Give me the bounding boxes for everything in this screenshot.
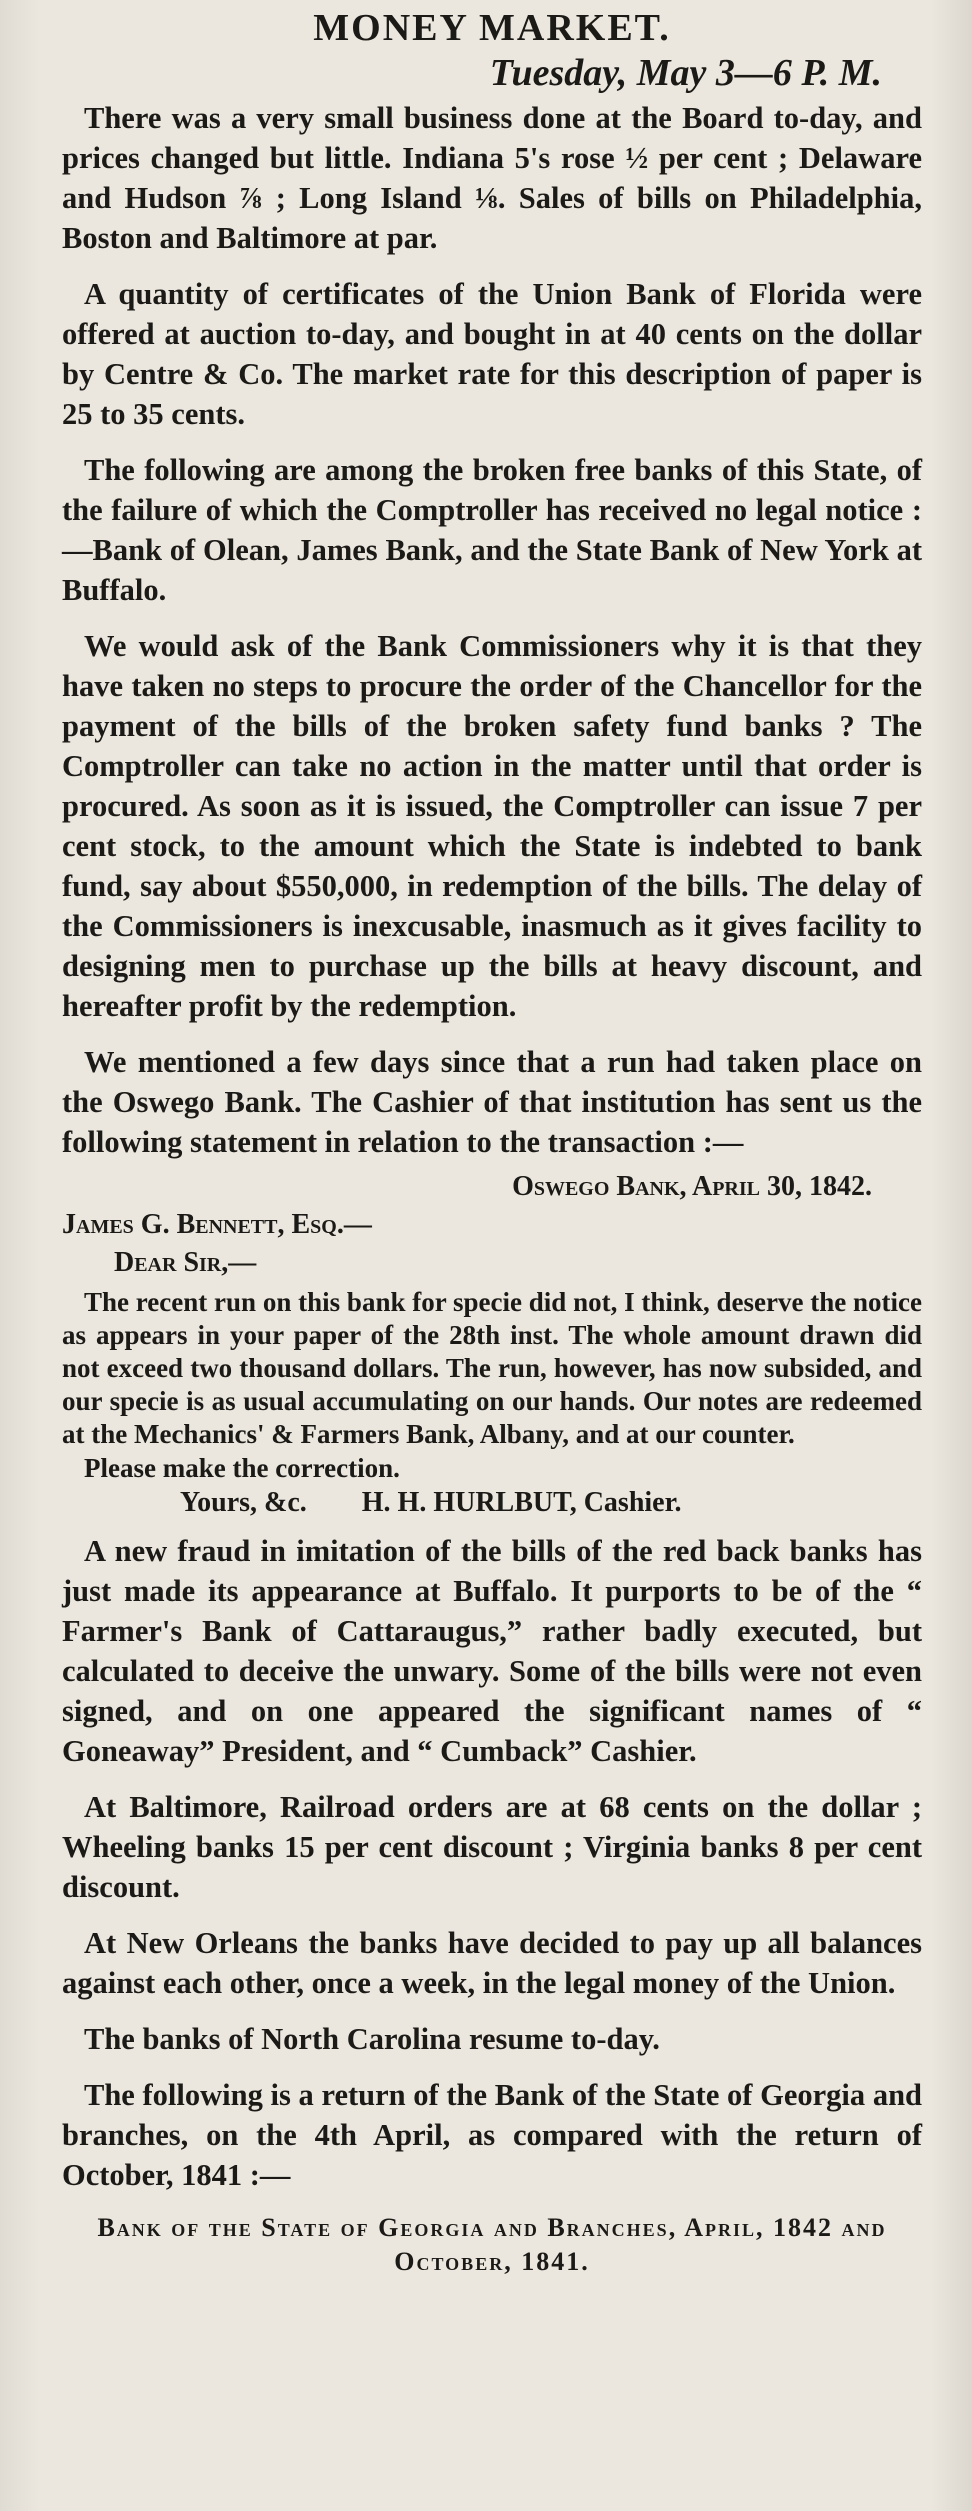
article-headline: MONEY MARKET. — [313, 7, 671, 49]
letter-yours: Yours, &c. — [180, 1487, 307, 1518]
letter-date: Oswego Bank, April 30, 1842. — [512, 1171, 872, 1202]
article-column — [62, 6, 922, 2279]
paragraph-bank-commissioners: We would ask of the Bank Commissioners why it is that they have taken no steps to procure the order of the Chancellor for the payment of the bills of the broken safety fund banks ? The Comptroller can take no action in the matter until that order is procured. As soon as it is issued, the Comptroller can issue 7 per cent stock, to the amount which the State is indebted to bank fund, say about $550,000, in redemption of the bills. The delay of the Commissioners is inexcusable, inasmuch as it gives facility to designing men to purchase up the bills at heavy discount, and hereafter profit by the redemption. — [62, 629, 922, 1023]
letter-body: The recent run on this bank for specie did not, I think, deserve the notice as appears in your paper of the 28th inst. The whole amount drawn did not exceed two thousand dollars. The run, however, has now subsided, and our specie is as usual accumulating on our hands. Our notes are redeemed at the Mechanics' & Farmers Bank, Albany, and at our counter. — [62, 1287, 922, 1449]
paragraph-union-bank-florida: A quantity of certificates of the Union Bank of Florida were offered at auction to-day, and bought in at 40 cents on the dollar by Centre & Co. The market rate for this description of paper is 25 to 35 cents. — [62, 277, 922, 431]
letter-salutation: Dear Sir,— — [114, 1247, 257, 1278]
letter-signature: H. H. HURLBUT, Cashier. — [361, 1487, 682, 1518]
paragraph-new-fraud: A new fraud in imitation of the bills of the red back banks has just made its appearance at Buffalo. It purports to be of the “ Farmer's Bank of Cattaraugus,” rather badly executed, but calculated to deceive the unwary. Some of the bills were not even signed, and on one appeared the significant names of “ Goneaway” President, and “ Cumback” Cashier. — [62, 1534, 922, 1768]
letter-signoff — [62, 1485, 922, 1521]
table-heading: Bank of the State of Georgia and Branches, April, 1842 and October, 1841. — [97, 2213, 887, 2276]
cashier-letter — [62, 1168, 922, 1521]
paragraph-georgia-return: The following is a return of the Bank of the State of Georgia and branches, on the 4th April, as compared with the return of October, 1841 :— — [62, 2078, 922, 2192]
letter-close: Please make the correction. — [84, 1453, 400, 1483]
article-dateline: Tuesday, May 3—6 P. M. — [489, 52, 882, 94]
paragraph-new-orleans: At New Orleans the banks have decided to pay up all balances against each other, once a week, in the legal money of the Union. — [62, 1926, 922, 2000]
letter-addressee: James G. Bennett, Esq.— — [62, 1209, 372, 1240]
paragraph-board-business: There was a very small business done at the Board to-day, and prices changed but little. Indiana 5's rose ½ per cent ; Delaware and Hudson ⅞ ; Long Island ⅛. Sales of bills on Philadelphia, Boston and Baltimore at par. — [62, 101, 922, 255]
paragraph-broken-free-banks: The following are among the broken free banks of this State, of the failure of which the Comptroller has received no legal notice :—Bank of Olean, James Bank, and the State Bank of New York at Buffalo. — [62, 453, 922, 607]
paragraph-baltimore: At Baltimore, Railroad orders are at 68 cents on the dollar ; Wheeling banks 15 per cent discount ; Virginia banks 8 per cent discount. — [62, 1790, 922, 1904]
paragraph-oswego-run: We mentioned a few days since that a run had taken place on the Oswego Bank. The Cashier of that institution has sent us the following statement in relation to the transaction :— — [62, 1045, 922, 1159]
paragraph-north-carolina: The banks of North Carolina resume to-day. — [84, 2022, 660, 2056]
